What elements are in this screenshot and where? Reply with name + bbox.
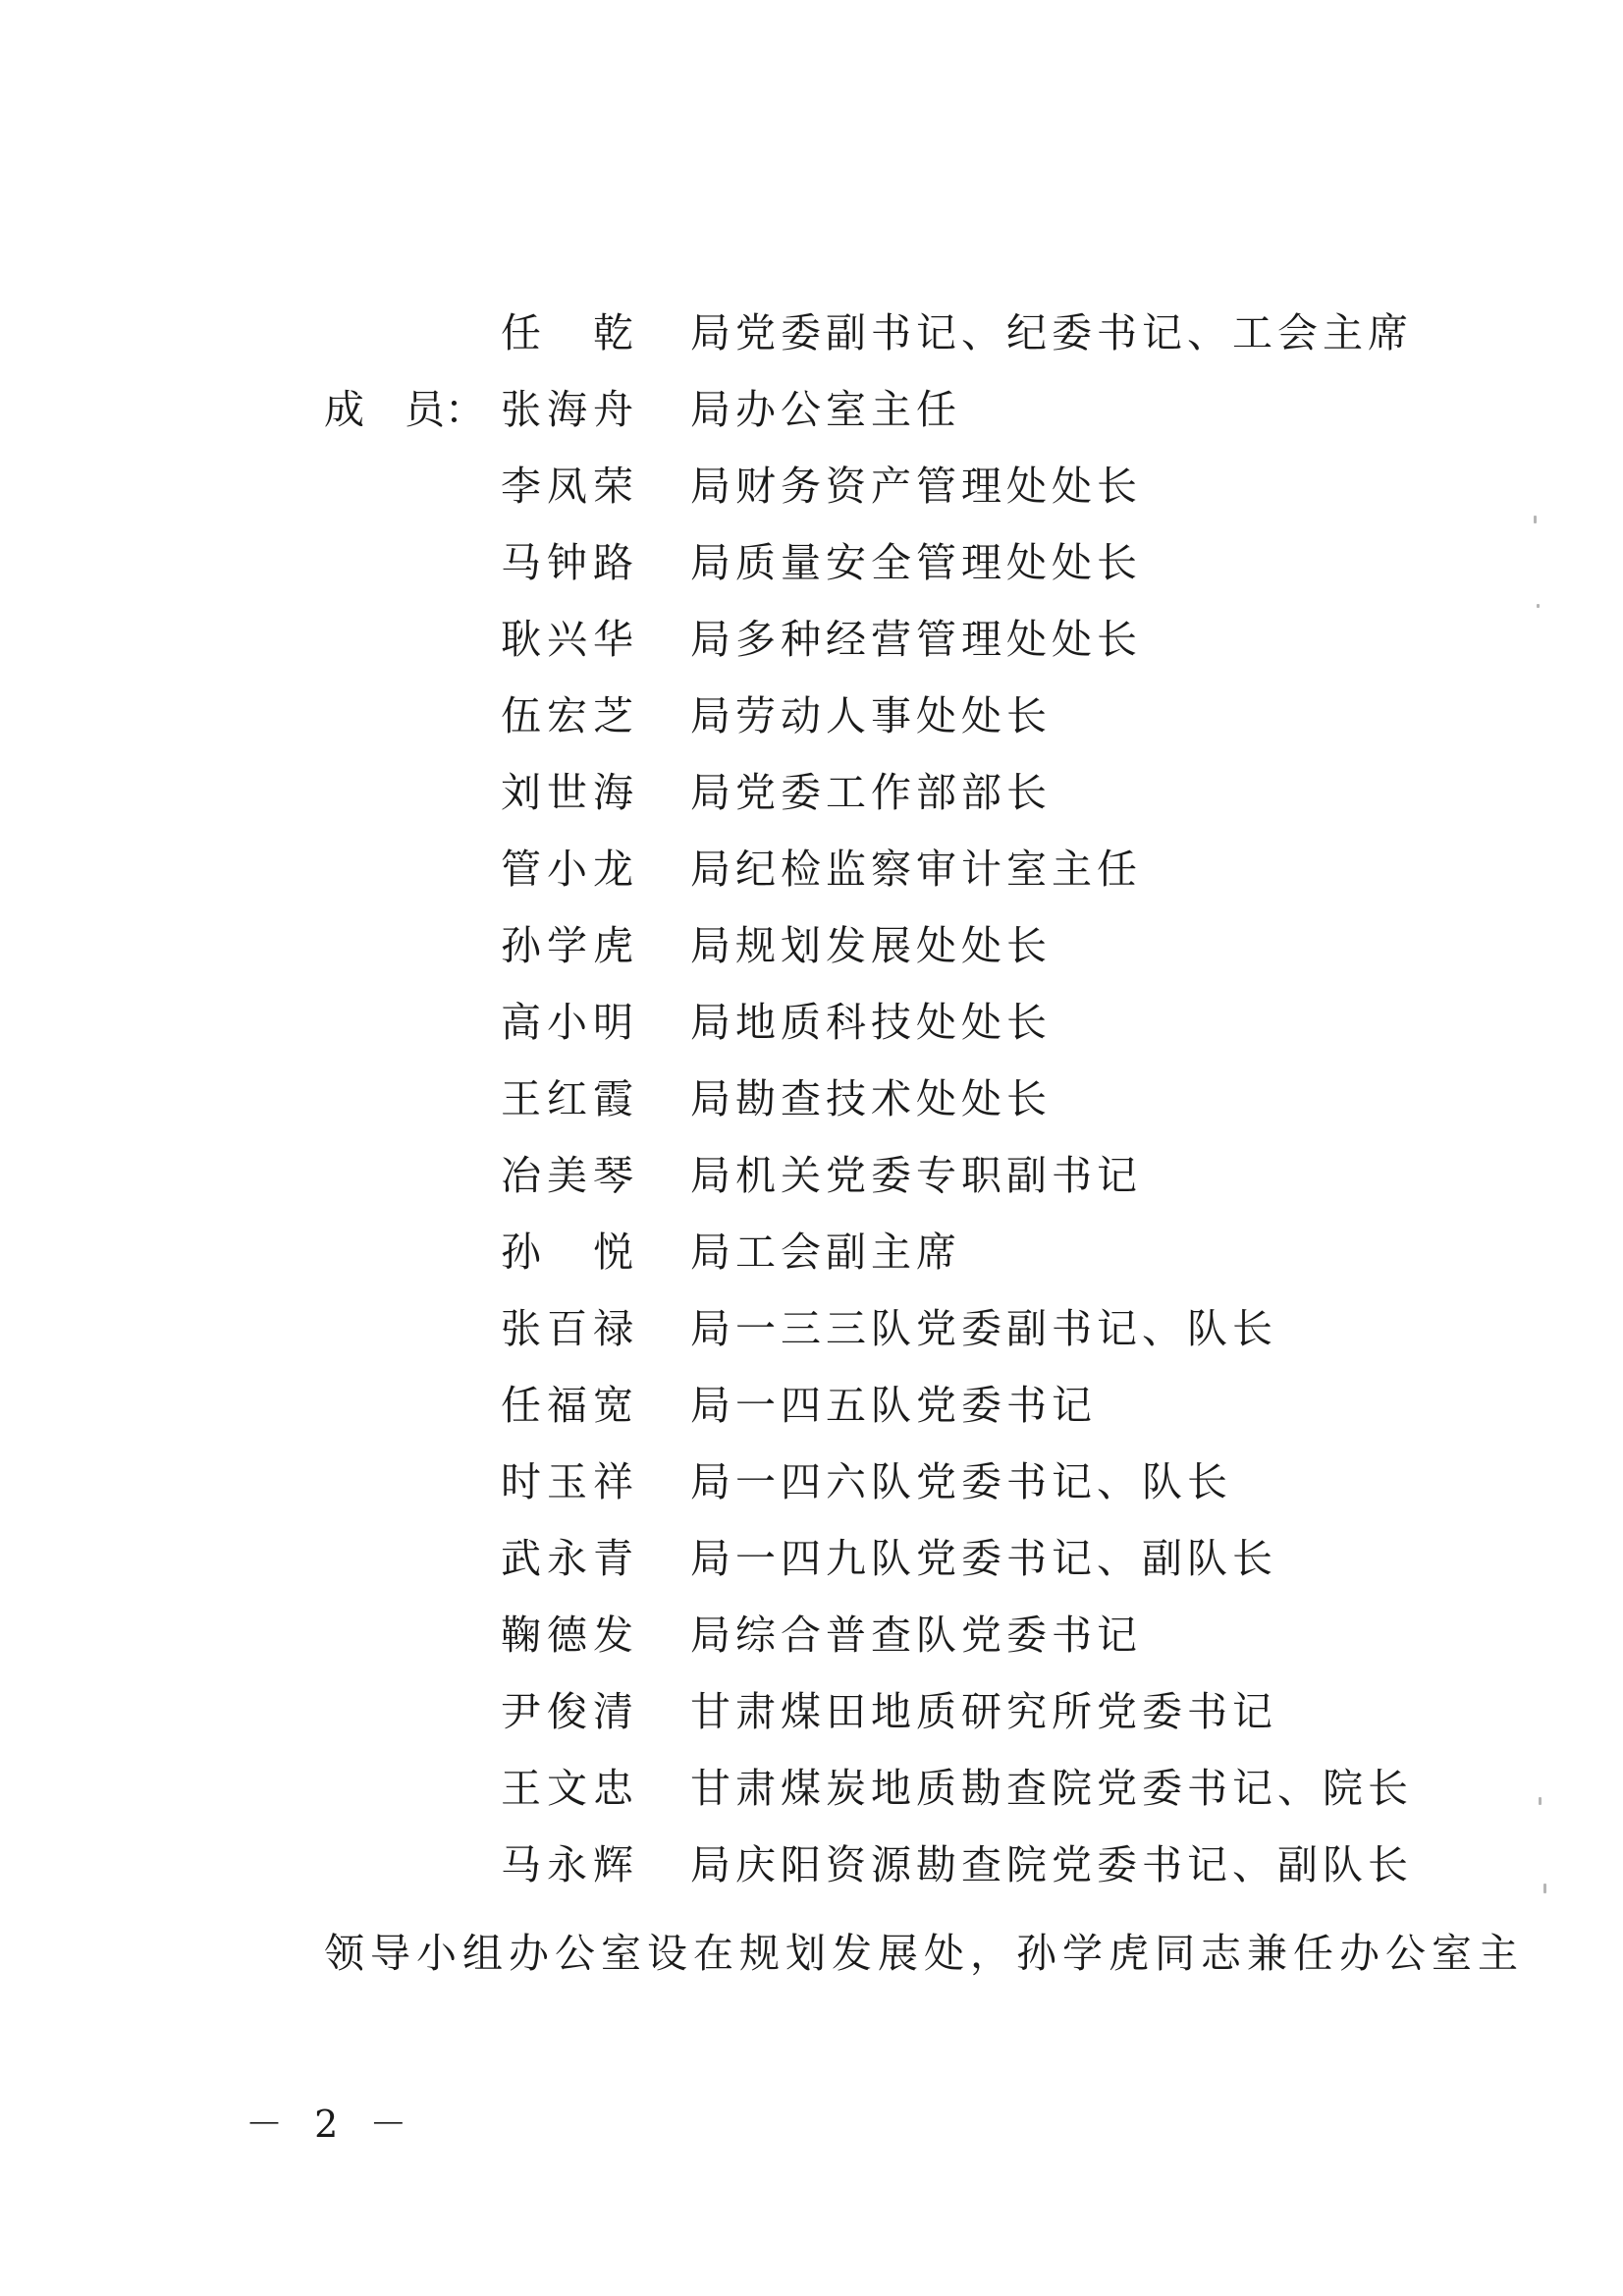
- member-name: 王文忠: [501, 1765, 639, 1812]
- member-name: 马永辉: [501, 1841, 639, 1888]
- member-title: 局质量安全管理处处长: [690, 539, 1142, 586]
- closing-paragraph: 领导小组办公室设在规划发展处，孙学虎同志兼任办公室主: [324, 1930, 1524, 1977]
- member-title: 局庆阳资源勘查院党委书记、副队长: [690, 1841, 1413, 1888]
- member-name: 张百禄: [501, 1305, 639, 1352]
- member-title: 甘肃煤田地质研究所党委书记: [690, 1688, 1277, 1735]
- member-name: 冶美琴: [501, 1152, 639, 1199]
- member-title: 局勘查技术处处长: [690, 1075, 1052, 1122]
- scan-speck: [1543, 1884, 1546, 1893]
- member-name: 王红霞: [501, 1075, 639, 1122]
- member-title: 局一四九队党委书记、副队长: [690, 1535, 1277, 1582]
- member-title: 局一四五队党委书记: [690, 1382, 1097, 1429]
- member-name: 马钟路: [501, 539, 639, 586]
- member-name: 时玉祥: [501, 1458, 639, 1505]
- member-name: 孙学虎: [501, 922, 639, 969]
- scan-speck: [1534, 516, 1537, 523]
- member-name: 管小龙: [501, 846, 639, 893]
- member-name: 李凤荣: [501, 463, 639, 510]
- scan-speck: [1539, 1797, 1542, 1805]
- member-name: 孙 悦: [501, 1229, 639, 1276]
- member-title: 局一四六队党委书记、队长: [690, 1458, 1232, 1505]
- member-name: 武永青: [501, 1535, 639, 1582]
- member-title: 局地质科技处处长: [690, 999, 1052, 1046]
- member-name: 张海舟: [501, 386, 639, 433]
- scan-speck: [1537, 604, 1540, 608]
- member-title: 局工会副主席: [690, 1229, 961, 1276]
- member-title: 甘肃煤炭地质勘查院党委书记、院长: [690, 1765, 1413, 1812]
- member-name: 高小明: [501, 999, 639, 1046]
- member-title: 局综合普查队党委书记: [690, 1612, 1142, 1659]
- page-number: － 2 －: [245, 2103, 417, 2146]
- member-title: 局机关党委专职副书记: [690, 1152, 1142, 1199]
- member-name: 鞠德发: [501, 1612, 639, 1659]
- member-title: 局劳动人事处处长: [690, 692, 1052, 739]
- member-title: 局党委副书记、纪委书记、工会主席: [690, 309, 1413, 356]
- member-name: 任 乾: [501, 309, 639, 356]
- member-title: 局财务资产管理处处长: [690, 463, 1142, 510]
- member-title: 局多种经营管理处处长: [690, 616, 1142, 663]
- member-name: 伍宏芝: [501, 692, 639, 739]
- member-name: 尹俊清: [501, 1688, 639, 1735]
- member-title: 局一三三队党委副书记、队长: [690, 1305, 1277, 1352]
- member-title: 局规划发展处处长: [690, 922, 1052, 969]
- member-title: 局纪检监察审计室主任: [690, 846, 1142, 893]
- member-title: 局党委工作部部长: [690, 769, 1052, 816]
- role-label: 成 员：: [324, 386, 485, 433]
- member-title: 局办公室主任: [690, 386, 961, 433]
- member-name: 耿兴华: [501, 616, 639, 663]
- member-name: 刘世海: [501, 769, 639, 816]
- member-name: 任福宽: [501, 1382, 639, 1429]
